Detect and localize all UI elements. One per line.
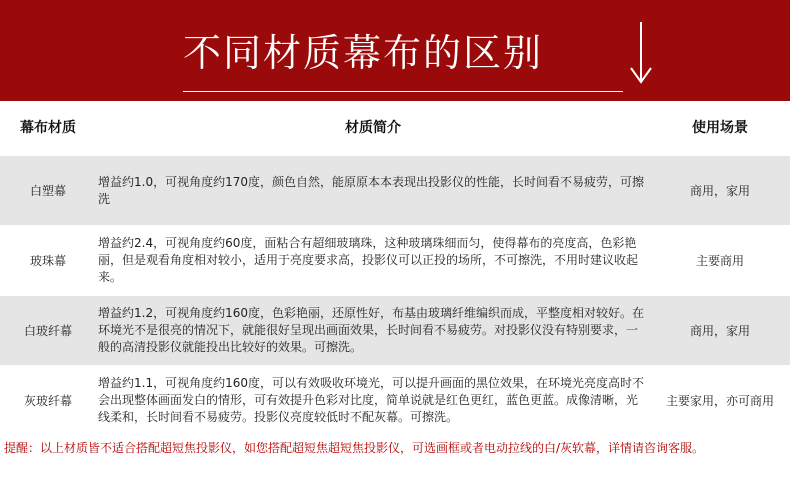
- row-description: 增益约1.1，可视角度约160度，可以有效吸收环境光，可以提升画面的黑位效果，在环境光亮度高时不会出现整体画面发白的情形，可有效提升色彩对比度，简单说就是红色更红，蓝色更蓝。成像清晰，光线柔和，长时间看不易疲劳。投影仪亮度较低时不配灰幕。可擦洗。: [98, 375, 644, 424]
- table-header: [0, 101, 790, 155]
- row-description: 增益约2.4，可视角度约60度，面粘合有超细玻璃珠，这种玻璃珠细而匀，使得幕布的亮度高，色彩艳丽，但是观看角度相对较小，适用于亮度要求高，投影仪可以正投的场所，不可擦洗，不用时建议收起来。: [98, 236, 639, 284]
- row-material: 灰玻纤幕: [23, 393, 72, 408]
- row-material: 白塑幕: [29, 184, 66, 198]
- table-row: [0, 295, 790, 365]
- row-usage: 主要商用: [695, 254, 744, 268]
- table-row: [0, 225, 790, 295]
- row-description: 增益约1.2，可视角度约160度，色彩艳丽，还原性好，布基由玻璃纤维编织而成，平整度相对较好。在环境光不是很亮的情况下，就能很好呈现出画面效果，长时间看不易疲劳。对投影仪没有特别要求，一般的高清投影仪就能投出比较好的效果。可擦洗。: [98, 306, 644, 354]
- down-arrow-icon: [628, 20, 654, 86]
- row-material: 白玻纤幕: [23, 324, 72, 338]
- title-banner: [0, 0, 790, 101]
- table-row: [0, 155, 790, 225]
- row-material: 玻珠幕: [29, 254, 66, 268]
- header-material: 幕布材质: [20, 120, 76, 136]
- table-row: [0, 365, 790, 434]
- row-usage: 商用，家用: [689, 324, 750, 338]
- header-usage: 使用场景: [692, 120, 748, 136]
- header-description: 材质简介: [345, 120, 401, 136]
- row-description: 增益约1.0，可视角度约170度，颜色自然，能原原本本表现出投影仪的性能，长时间看不易疲劳，可擦洗: [98, 174, 644, 206]
- row-usage: 商用，家用: [689, 184, 750, 198]
- page-title: 不同材质幕布的区别: [183, 30, 623, 92]
- row-usage: 主要家用，亦可商用: [665, 393, 774, 408]
- reminder-note: 提醒：以上材质皆不适合搭配超短焦投影仪，如您搭配超短焦超短焦投影仪，可选画框或者电动拉线的白/灰软幕，详情请咨询客服。: [4, 441, 705, 455]
